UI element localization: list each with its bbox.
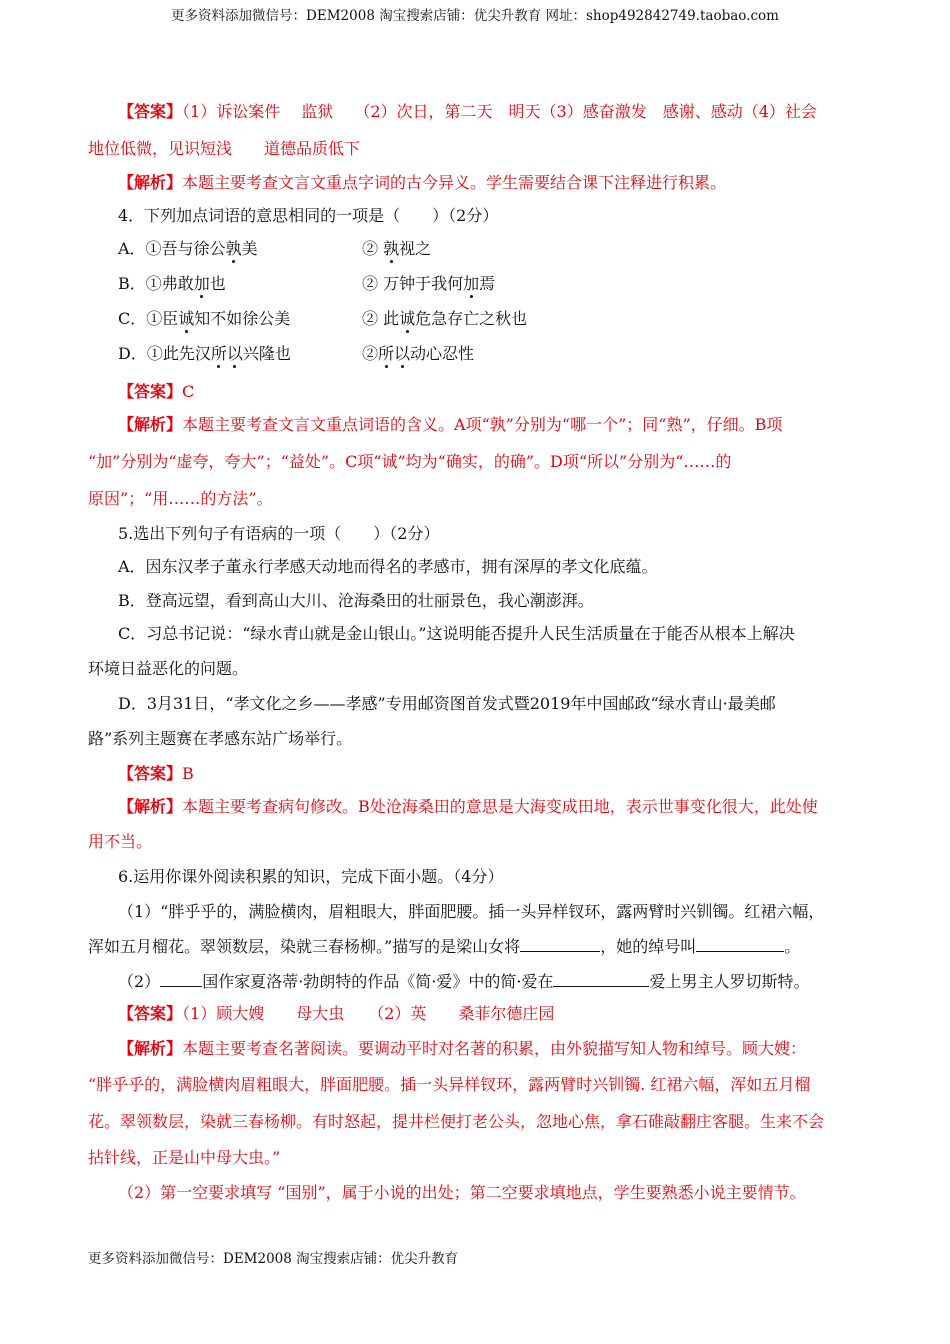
analysis-tag: 【解析】 — [118, 173, 183, 192]
page-header: 更多资料添加微信号：DEM2008 淘宝搜索店铺：优尖升教育 网址：shop492842749.taobao.com — [171, 8, 779, 24]
q5-stem: 5.选出下列句子有语病的一项（ ）（2分） — [118, 524, 440, 543]
q4-option-d1: D．①此先汉所以兴隆也 — [118, 344, 291, 363]
emphasis-dot-char: 孰 — [225, 239, 242, 258]
analysis-tag: 【解析】 — [118, 415, 183, 434]
q4-option-a1: A．①吾与徐公孰美 — [118, 239, 258, 258]
answer-tag: 【答案】 — [118, 102, 183, 121]
emphasis-dot-char: 所 — [378, 344, 395, 363]
page-footer: 更多资料添加微信号：DEM2008 淘宝搜索店铺：优尖升教育 — [88, 1251, 459, 1267]
q5-option-c-line-1: C．习总书记说：“绿水青山就是金山银山。”这说明能否提升人民生活质量在于能否从根本上解决 — [118, 624, 795, 643]
q6-analysis-line-4: 拈针线，正是山中母大虫。” — [88, 1148, 281, 1167]
q3-answer-line-2: 地位低微，见识短浅 道德品质低下 — [88, 139, 361, 158]
q6-part2: （2） 国作家夏洛蒂·勃朗特的作品《简·爱》中的简·爱在 爱上男主人罗切斯特。 — [118, 972, 810, 991]
q6-analysis-line-5: （2）第一空要求填写 “国别”，属于小说的出处；第二空要求填地点，学生要熟悉小说主要情节。 — [118, 1183, 806, 1202]
emphasis-dot-char: 孰 — [383, 239, 400, 258]
answer-tag: 【答案】 — [118, 382, 183, 401]
fill-blank-2 — [696, 937, 784, 952]
q6-stem: 6.运用你课外阅读积累的知识，完成下面小题。（4分） — [118, 867, 504, 886]
q4-stem: 4．下列加点词语的意思相同的一项是（ ）（2分） — [118, 206, 499, 225]
q4-option-b2: ② 万钟于我何加焉 — [362, 274, 496, 293]
q5-answer-value: B — [182, 764, 194, 783]
analysis-tag: 【解析】 — [118, 1039, 183, 1058]
emphasis-dot-char: 加 — [463, 274, 480, 293]
q4-answer-value: C — [182, 382, 195, 401]
q3-answer-line-1 — [118, 102, 817, 122]
q6-part1-line-2: 浑如五月榴花。翠领数层，染就三春杨柳。”描写的是梁山女将 ，她的绰号叫 。 — [88, 937, 801, 956]
q5-option-a: A．因东汉孝子董永行孝感天动地而得名的孝感市，拥有深厚的孝文化底蕴。 — [118, 557, 658, 576]
emphasis-dot-char: 以 — [226, 344, 243, 363]
emphasis-dot-char: 以 — [394, 344, 411, 363]
emphasis-dot-char: 所 — [210, 344, 227, 363]
q6-answer — [118, 1004, 554, 1024]
q5-option-b: B．登高远望，看到高山大川、沧海桑田的壮丽景色，我心潮澎湃。 — [118, 591, 594, 610]
answer-tag: 【答案】 — [118, 764, 183, 783]
q4-answer — [118, 382, 194, 402]
q4-analysis-line-3: 原因”；“用……的方法”。 — [88, 489, 273, 508]
answer-tag: 【答案】 — [118, 1004, 183, 1023]
q4-option-d2: ②所以动心忍性 — [362, 344, 475, 363]
q6-analysis-line-3: 花。翠领数层，染就三春杨柳。有时怒起，提井栏便打老公头，忽地心焦，拿石碓敲翻庄客腿。生来不会 — [88, 1112, 825, 1131]
q4-analysis-text: 本题主要考查文言文重点词语的含义。A项“孰”分别为“哪一个”；同“熟”，仔细。B项 — [182, 415, 783, 434]
q5-analysis-line-1 — [118, 797, 818, 817]
q5-answer — [118, 764, 194, 784]
fill-blank-1 — [520, 937, 600, 952]
q3-analysis-text: 本题主要考查文言文重点字词的古今异义。学生需要结合课下注释进行积累。 — [182, 173, 727, 192]
q4-option-c2: ② 此诚危急存亡之秋也 — [362, 309, 528, 328]
q3-analysis — [118, 173, 726, 193]
q6-analysis-line-2: “胖乎乎的，满脸横肉眉粗眼大，胖面肥腰。插一头异样钗环，露两臂时兴钏镯. 红裙六幅，浑如五月榴 — [88, 1075, 811, 1094]
fill-blank-4 — [553, 972, 649, 987]
q6-answer-text: （1）顾大嫂 母大虫 （2）英 桑菲尔德庄园 — [182, 1004, 555, 1023]
q5-analysis-line-2: 用不当。 — [88, 832, 153, 851]
q3-answer-text: （1）诉讼案件 监狱 （2）次日，第二天 明天（3）感奋激发 感谢、感动（4）社会 — [182, 102, 817, 121]
q5-option-c-line-2: 环境日益恶化的问题。 — [88, 659, 249, 678]
q4-analysis-line-2: “加”分别为“虚夸，夸大”；“益处”。C项“诚”均为“确实，的确”。D项“所以”分别为“……的 — [88, 452, 732, 471]
emphasis-dot-char: 加 — [193, 274, 210, 293]
q4-option-c1: C．①臣诚知不如徐公美 — [118, 309, 291, 328]
q4-option-b1: B．①弗敢加也 — [118, 274, 226, 293]
q6-analysis-text: 本题主要考查名著阅读。要调动平时对名著的积累，由外貌描写知人物和绰号。顾大嫂： — [182, 1039, 807, 1058]
q5-option-d-line-1: D．3月31日，“孝文化之乡——孝感”专用邮资图首发式暨2019年中国邮政“绿水青山·最美邮 — [118, 694, 776, 713]
analysis-tag: 【解析】 — [118, 797, 183, 816]
fill-blank-3 — [160, 972, 202, 987]
q6-analysis-line-1 — [118, 1039, 806, 1059]
q6-part1-line-1: （1）“胖乎乎的，满脸横肉，眉粗眼大，胖面肥腰。插一头异样钗环，露两臂时兴钏镯。红裙六幅， — [118, 902, 825, 921]
emphasis-dot-char: 诚 — [178, 309, 195, 328]
q5-option-d-line-2: 路”系列主题赛在孝感东站广场举行。 — [88, 729, 353, 748]
emphasis-dot-char: 诚 — [399, 309, 416, 328]
q4-option-a2: ② 孰视之 — [362, 239, 432, 258]
q5-analysis-text: 本题主要考查病句修改。B处沧海桑田的意思是大海变成田地，表示世事变化很大，此处使 — [182, 797, 818, 816]
q4-analysis-line-1 — [118, 415, 782, 435]
